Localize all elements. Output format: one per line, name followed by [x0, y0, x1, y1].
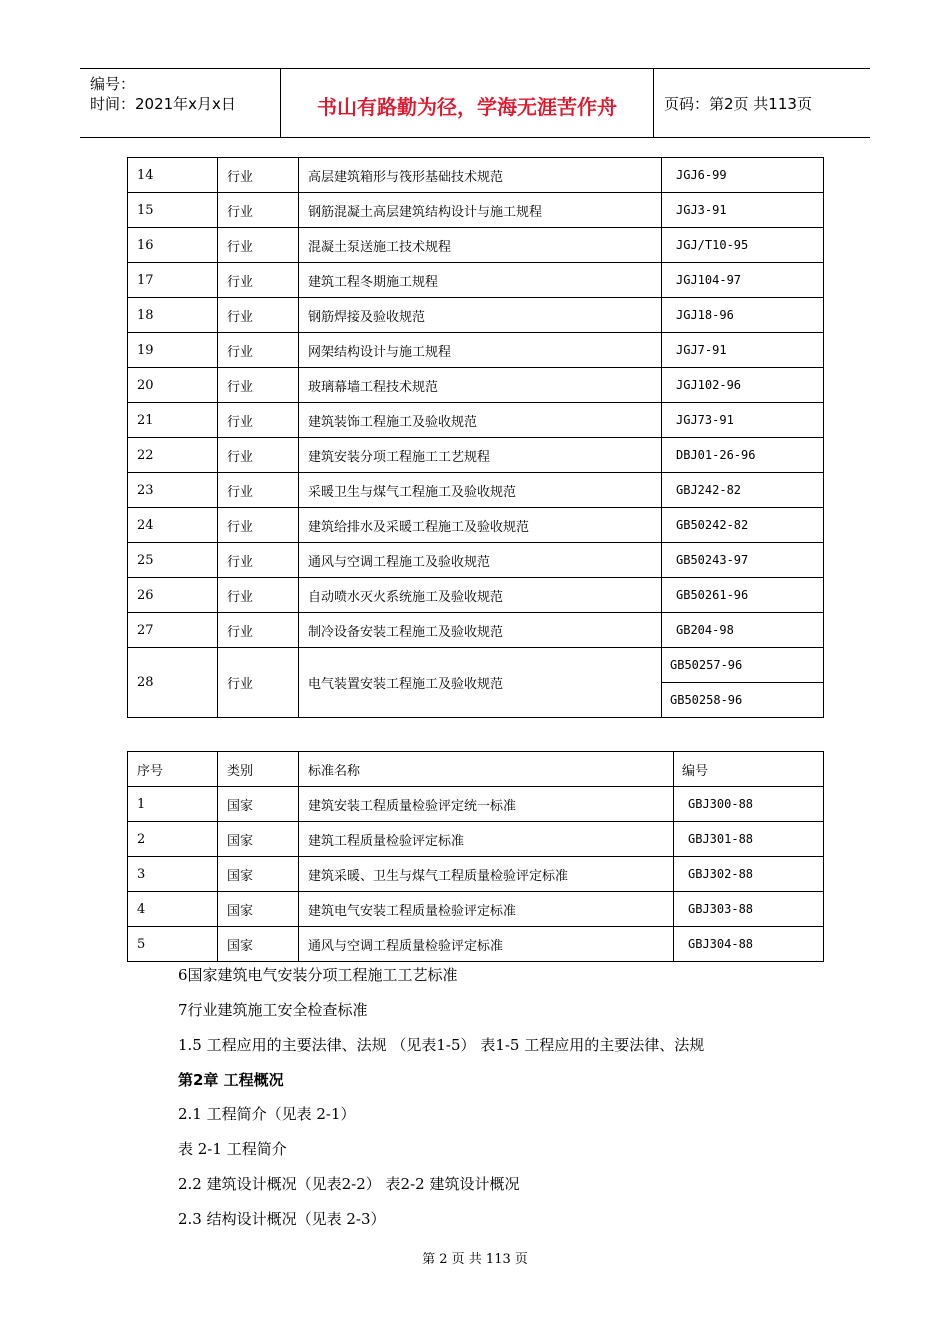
header-page-cell [654, 69, 870, 137]
row-number: 28 [128, 648, 218, 718]
row-standard-name: 建筑安装分项工程施工工艺规程 [299, 438, 662, 473]
table-row [128, 787, 824, 822]
standards-table-industry [127, 157, 824, 718]
row-number: 14 [128, 158, 218, 193]
table-row [128, 578, 824, 613]
row-number: 20 [128, 368, 218, 403]
table-row [128, 263, 824, 298]
row-standard-name: 建筑工程冬期施工规程 [299, 263, 662, 298]
row-standard-name: 建筑电气安装工程质量检验评定标准 [299, 892, 674, 927]
row-category: 国家 [218, 857, 299, 892]
row-category: 行业 [218, 578, 299, 613]
header-number: 序号 [128, 752, 218, 787]
row-code: GBJ301-88 [674, 822, 824, 857]
table-row [128, 158, 824, 193]
row-category: 行业 [218, 368, 299, 403]
table-row [128, 508, 824, 543]
row-code: GB50257-96 [662, 648, 824, 683]
row-code: GB50258-96 [662, 683, 824, 718]
page-footer: 第 2 页 共 113 页 [422, 1252, 528, 1267]
row-number: 21 [128, 403, 218, 438]
table-row [128, 193, 824, 228]
table-row [128, 438, 824, 473]
row-standard-name: 建筑安装工程质量检验评定统一标准 [299, 787, 674, 822]
row-category: 行业 [218, 648, 299, 718]
table-row [128, 543, 824, 578]
table-row [128, 613, 824, 648]
row-standard-name: 玻璃幕墙工程技术规范 [299, 368, 662, 403]
row-category: 行业 [218, 228, 299, 263]
row-number: 4 [128, 892, 218, 927]
row-category: 行业 [218, 438, 299, 473]
row-category: 行业 [218, 543, 299, 578]
row-category: 行业 [218, 298, 299, 333]
row-category: 国家 [218, 822, 299, 857]
row-category: 行业 [218, 193, 299, 228]
paragraph-project-intro: 2.1 工程简介（见表 2-1） [178, 1105, 356, 1123]
table-row [128, 822, 824, 857]
table-row [128, 473, 824, 508]
row-number: 17 [128, 263, 218, 298]
row-category: 行业 [218, 333, 299, 368]
paragraph-architectural-design: 2.2 建筑设计概况（见表2-2） 表2-2 建筑设计概况 [178, 1175, 520, 1193]
row-code: JGJ7-91 [662, 333, 824, 368]
row-standard-name: 高层建筑箱形与筏形基础技术规范 [299, 158, 662, 193]
table-row [128, 403, 824, 438]
row-category: 国家 [218, 787, 299, 822]
row-code: GBJ242-82 [662, 473, 824, 508]
row-code: GB204-98 [662, 613, 824, 648]
row-code: GBJ303-88 [674, 892, 824, 927]
row-code: GBJ302-88 [674, 857, 824, 892]
row-number: 25 [128, 543, 218, 578]
table-row [128, 228, 824, 263]
table-header-row [128, 752, 824, 787]
row-standard-name: 电气装置安装工程施工及验收规范 [299, 648, 662, 718]
row-standard-name: 钢筋焊接及验收规范 [299, 298, 662, 333]
table-row [128, 927, 824, 962]
row-standard-name: 建筑工程质量检验评定标准 [299, 822, 674, 857]
paragraph-laws: 1.5 工程应用的主要法律、法规 （见表1-5） 表1-5 工程应用的主要法律、法规 [178, 1036, 705, 1054]
row-number: 26 [128, 578, 218, 613]
row-standard-name: 通风与空调工程质量检验评定标准 [299, 927, 674, 962]
standards-table-national [127, 751, 824, 962]
row-number: 19 [128, 333, 218, 368]
row-category: 行业 [218, 508, 299, 543]
page-label: 页码：第2页 共113页 [664, 95, 812, 113]
row-standard-name: 建筑给排水及采暖工程施工及验收规范 [299, 508, 662, 543]
motto-text: 书山有路勤为径，学海无涯苦作舟 [317, 95, 617, 119]
paragraph-electrical-standard: 6国家建筑电气安装分项工程施工工艺标准 [178, 966, 458, 984]
chapter-heading: 第2章 工程概况 [178, 1071, 284, 1089]
header-category: 类别 [218, 752, 299, 787]
paragraph-safety-standard: 7行业建筑施工安全检查标准 [178, 1001, 368, 1019]
header-standard-name: 标准名称 [299, 752, 674, 787]
table-row [128, 298, 824, 333]
paragraph-structural-design: 2.3 结构设计概况（见表 2-3） [178, 1210, 386, 1228]
row-number: 16 [128, 228, 218, 263]
row-number: 2 [128, 822, 218, 857]
row-category: 行业 [218, 403, 299, 438]
row-code: JGJ18-96 [662, 298, 824, 333]
row-standard-name: 建筑装饰工程施工及验收规范 [299, 403, 662, 438]
row-number: 27 [128, 613, 218, 648]
row-standard-name: 钢筋混凝土高层建筑结构设计与施工规程 [299, 193, 662, 228]
table-row [128, 333, 824, 368]
page-header [80, 68, 870, 138]
row-code: JGJ/T10-95 [662, 228, 824, 263]
row-category: 行业 [218, 473, 299, 508]
row-category: 行业 [218, 263, 299, 298]
row-number: 1 [128, 787, 218, 822]
row-number: 5 [128, 927, 218, 962]
row-standard-name: 混凝土泵送施工技术规程 [299, 228, 662, 263]
row-standard-name: 制冷设备安装工程施工及验收规范 [299, 613, 662, 648]
row-standard-name: 采暖卫生与煤气工程施工及验收规范 [299, 473, 662, 508]
row-code: JGJ102-96 [662, 368, 824, 403]
row-number: 18 [128, 298, 218, 333]
row-code: JGJ104-97 [662, 263, 824, 298]
row-standard-name: 建筑采暖、卫生与煤气工程质量检验评定标准 [299, 857, 674, 892]
paragraph-table-2-1: 表 2-1 工程简介 [178, 1140, 287, 1158]
row-code: JGJ6-99 [662, 158, 824, 193]
row-number: 23 [128, 473, 218, 508]
row-category: 行业 [218, 158, 299, 193]
row-code: GBJ304-88 [674, 927, 824, 962]
table-row [128, 892, 824, 927]
row-standard-name: 通风与空调工程施工及验收规范 [299, 543, 662, 578]
row-category: 国家 [218, 927, 299, 962]
row-number: 15 [128, 193, 218, 228]
row-number: 22 [128, 438, 218, 473]
row-code: JGJ73-91 [662, 403, 824, 438]
row-code: GBJ300-88 [674, 787, 824, 822]
row-category: 国家 [218, 892, 299, 927]
table-row [128, 857, 824, 892]
row-number: 24 [128, 508, 218, 543]
row-standard-name: 网架结构设计与施工规程 [299, 333, 662, 368]
time-label: 时间：2021年x月x日 [90, 95, 236, 113]
row-number: 3 [128, 857, 218, 892]
table-row [128, 368, 824, 403]
header-info-cell [80, 69, 281, 137]
header-motto-cell [281, 69, 654, 137]
row-code: JGJ3-91 [662, 193, 824, 228]
row-code: DBJ01-26-96 [662, 438, 824, 473]
row-category: 行业 [218, 613, 299, 648]
table-row [128, 648, 824, 683]
row-code: GB50261-96 [662, 578, 824, 613]
header-code: 编号 [674, 752, 824, 787]
row-code: GB50243-97 [662, 543, 824, 578]
serial-label: 编号： [90, 75, 136, 93]
row-standard-name: 自动喷水灭火系统施工及验收规范 [299, 578, 662, 613]
row-code: GB50242-82 [662, 508, 824, 543]
